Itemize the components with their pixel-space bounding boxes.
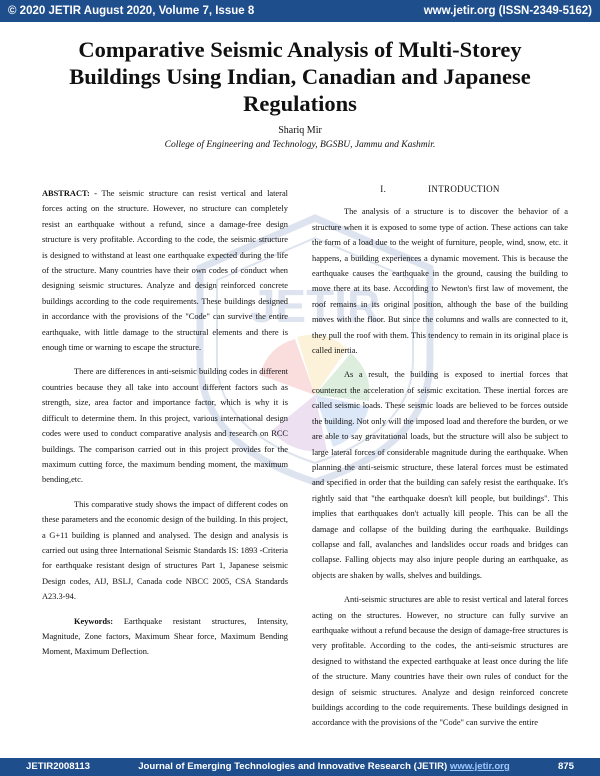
author-name: Shariq Mir	[278, 125, 322, 136]
keywords-paragraph	[42, 614, 288, 660]
keywords-label: Keywords:	[74, 616, 114, 626]
footer-website-link[interactable]: www.jetir.org	[449, 761, 510, 772]
page-footer	[0, 758, 600, 776]
abstract-text-1: The seismic structure can resist vertical and lateral forces acting on the structure. However, no structure can completely resist an earthquake without a refund, since a damage-free design structure is very profitable. According to the code, the seismic structure is designed to withstand at least one earthquake expected during the life of the structure. Many countries have their own codes of conduct when designing seismic structures. Analyze and design reinforced concrete buildings according to the code requirements. These buildings designed in accordance with the provisions of the "Code" can survive the entire earthquake, with little damage to the structural elements and there is enough time or warning to escape the structure.	[42, 189, 288, 353]
section-title: INTRODUCTION	[428, 184, 500, 194]
footer-journal-name: Journal of Emerging Technologies and Innovative Research (JETIR)	[138, 761, 448, 772]
abstract-label: ABSTRACT: -	[42, 189, 98, 198]
section-number: I.	[380, 184, 387, 194]
footer-journal-line	[138, 758, 510, 776]
abstract-paragraph-2: There are differences in anti-seismic building codes in different countries because they all take into account different factors such as strength, size, area factor and importance factor, which is why it is difficult to determine them. In this project, various international design codes were used to conduct comparative analysis and research on RCC buildings. The comparison carried out in this project provides for the maximum cutting force, the maximum bending moment, the maximum bending,etc.	[42, 367, 288, 485]
left-column	[42, 186, 288, 669]
footer-paper-id: JETIR2008113	[26, 761, 91, 772]
header-website-issn: www.jetir.org (ISSN-2349-5162)	[423, 5, 592, 17]
section-heading-introduction	[312, 182, 568, 197]
intro-paragraph-3: Anti-seismic structures are able to resist vertical and lateral forces acting on the structures. However, no structure can fully survive an earthquake without a refund because the design of damage-free structures is very profitable. According to the codes, the anti-seismic structures are designed to withstand the expected earthquake at least once during the life of the structure. Many countries have their own rules of conduct for the design of seismic structures. Analyze and design reinforced concrete buildings according to the code requirements. These buildings designed in accordance with the provisions of the "Code" can survive the entire	[312, 595, 568, 728]
intro-paragraph-1: The analysis of a structure is to discover the behavior of a structure when it is exposed to some type of action. These actions can take the form of a load due to the weight of furniture, people, wind, snow, etc. it happens, a building experiences a dynamic movement. This is because the earthquake causes the earthquake in the ground, causing the building to move there at its base. According to Newton's first law of movement, the roof remains in its original position, although the base of the building moves with the floor. But since the columns and walls are connected to it, they pull the roof with them. This tendency to remain in its original place is called inertia.	[312, 207, 568, 356]
author-affiliation: College of Engineering and Technology, BGSBU, Jammu and Kashmir.	[164, 140, 436, 150]
keywords-text: Earthquake resistant structures, Intensity, Magnitude, Zone factors, Maximum Shear force, Maximum Bending Moment, Maximum Deflection.	[42, 616, 288, 657]
svg-text:JETIR: JETIR	[249, 280, 381, 332]
right-column	[312, 182, 568, 740]
abstract-paragraph-3: This comparative study shows the impact of different codes on these parameters and the economic design of the building. In this project, a G+11 building is planned and analysed. The design and analysis is carried out using three International Seismic Standards IS: 1893 -Criteria for earthquake resistant design of structures Part 1, Japanese seismic Design codes, AIJ, BSLJ, Canada code NBCC 2005, CSA Standards A23.3-94.	[42, 499, 288, 602]
footer-page-number: 875	[557, 761, 574, 772]
intro-paragraph-2: As a result, the building is exposed to inertial forces that counteract the acceleration of seismic excitation. These inertial forces are called seismic loads. These seismic loads are believed to be forces outside the building. Not only will the imposed load and therefore the burden, or we are able to say gravitational loads, but the structure will also be subject to large lateral forces of considerable magnitude during the earthquake. When planning the anti-seismic structure, these lateral forces must be estimated and specified in order that the building can safely resist the earthquake. It's rightly said that "the earthquake doesn't kill people, but buildings". This implies that earthquakes don't actually kill people. This can be all the damage and collapse of the building during the earthquake. Buildings collapse and fall, avalanches and landslides occur roads and bridges can collapse. Falling objects may also injure people during an earthquake, as objects are shaken by walls, shelves and buildings.	[312, 370, 568, 580]
page-header	[0, 0, 600, 22]
abstract-paragraph-1	[42, 186, 288, 355]
paper-title: Comparative Seismic Analysis of Multi-Storey Buildings Using Indian, Canadian and Japanese Regulations	[69, 37, 531, 116]
header-issue-info: © 2020 JETIR August 2020, Volume 7, Issue 8	[8, 5, 255, 17]
